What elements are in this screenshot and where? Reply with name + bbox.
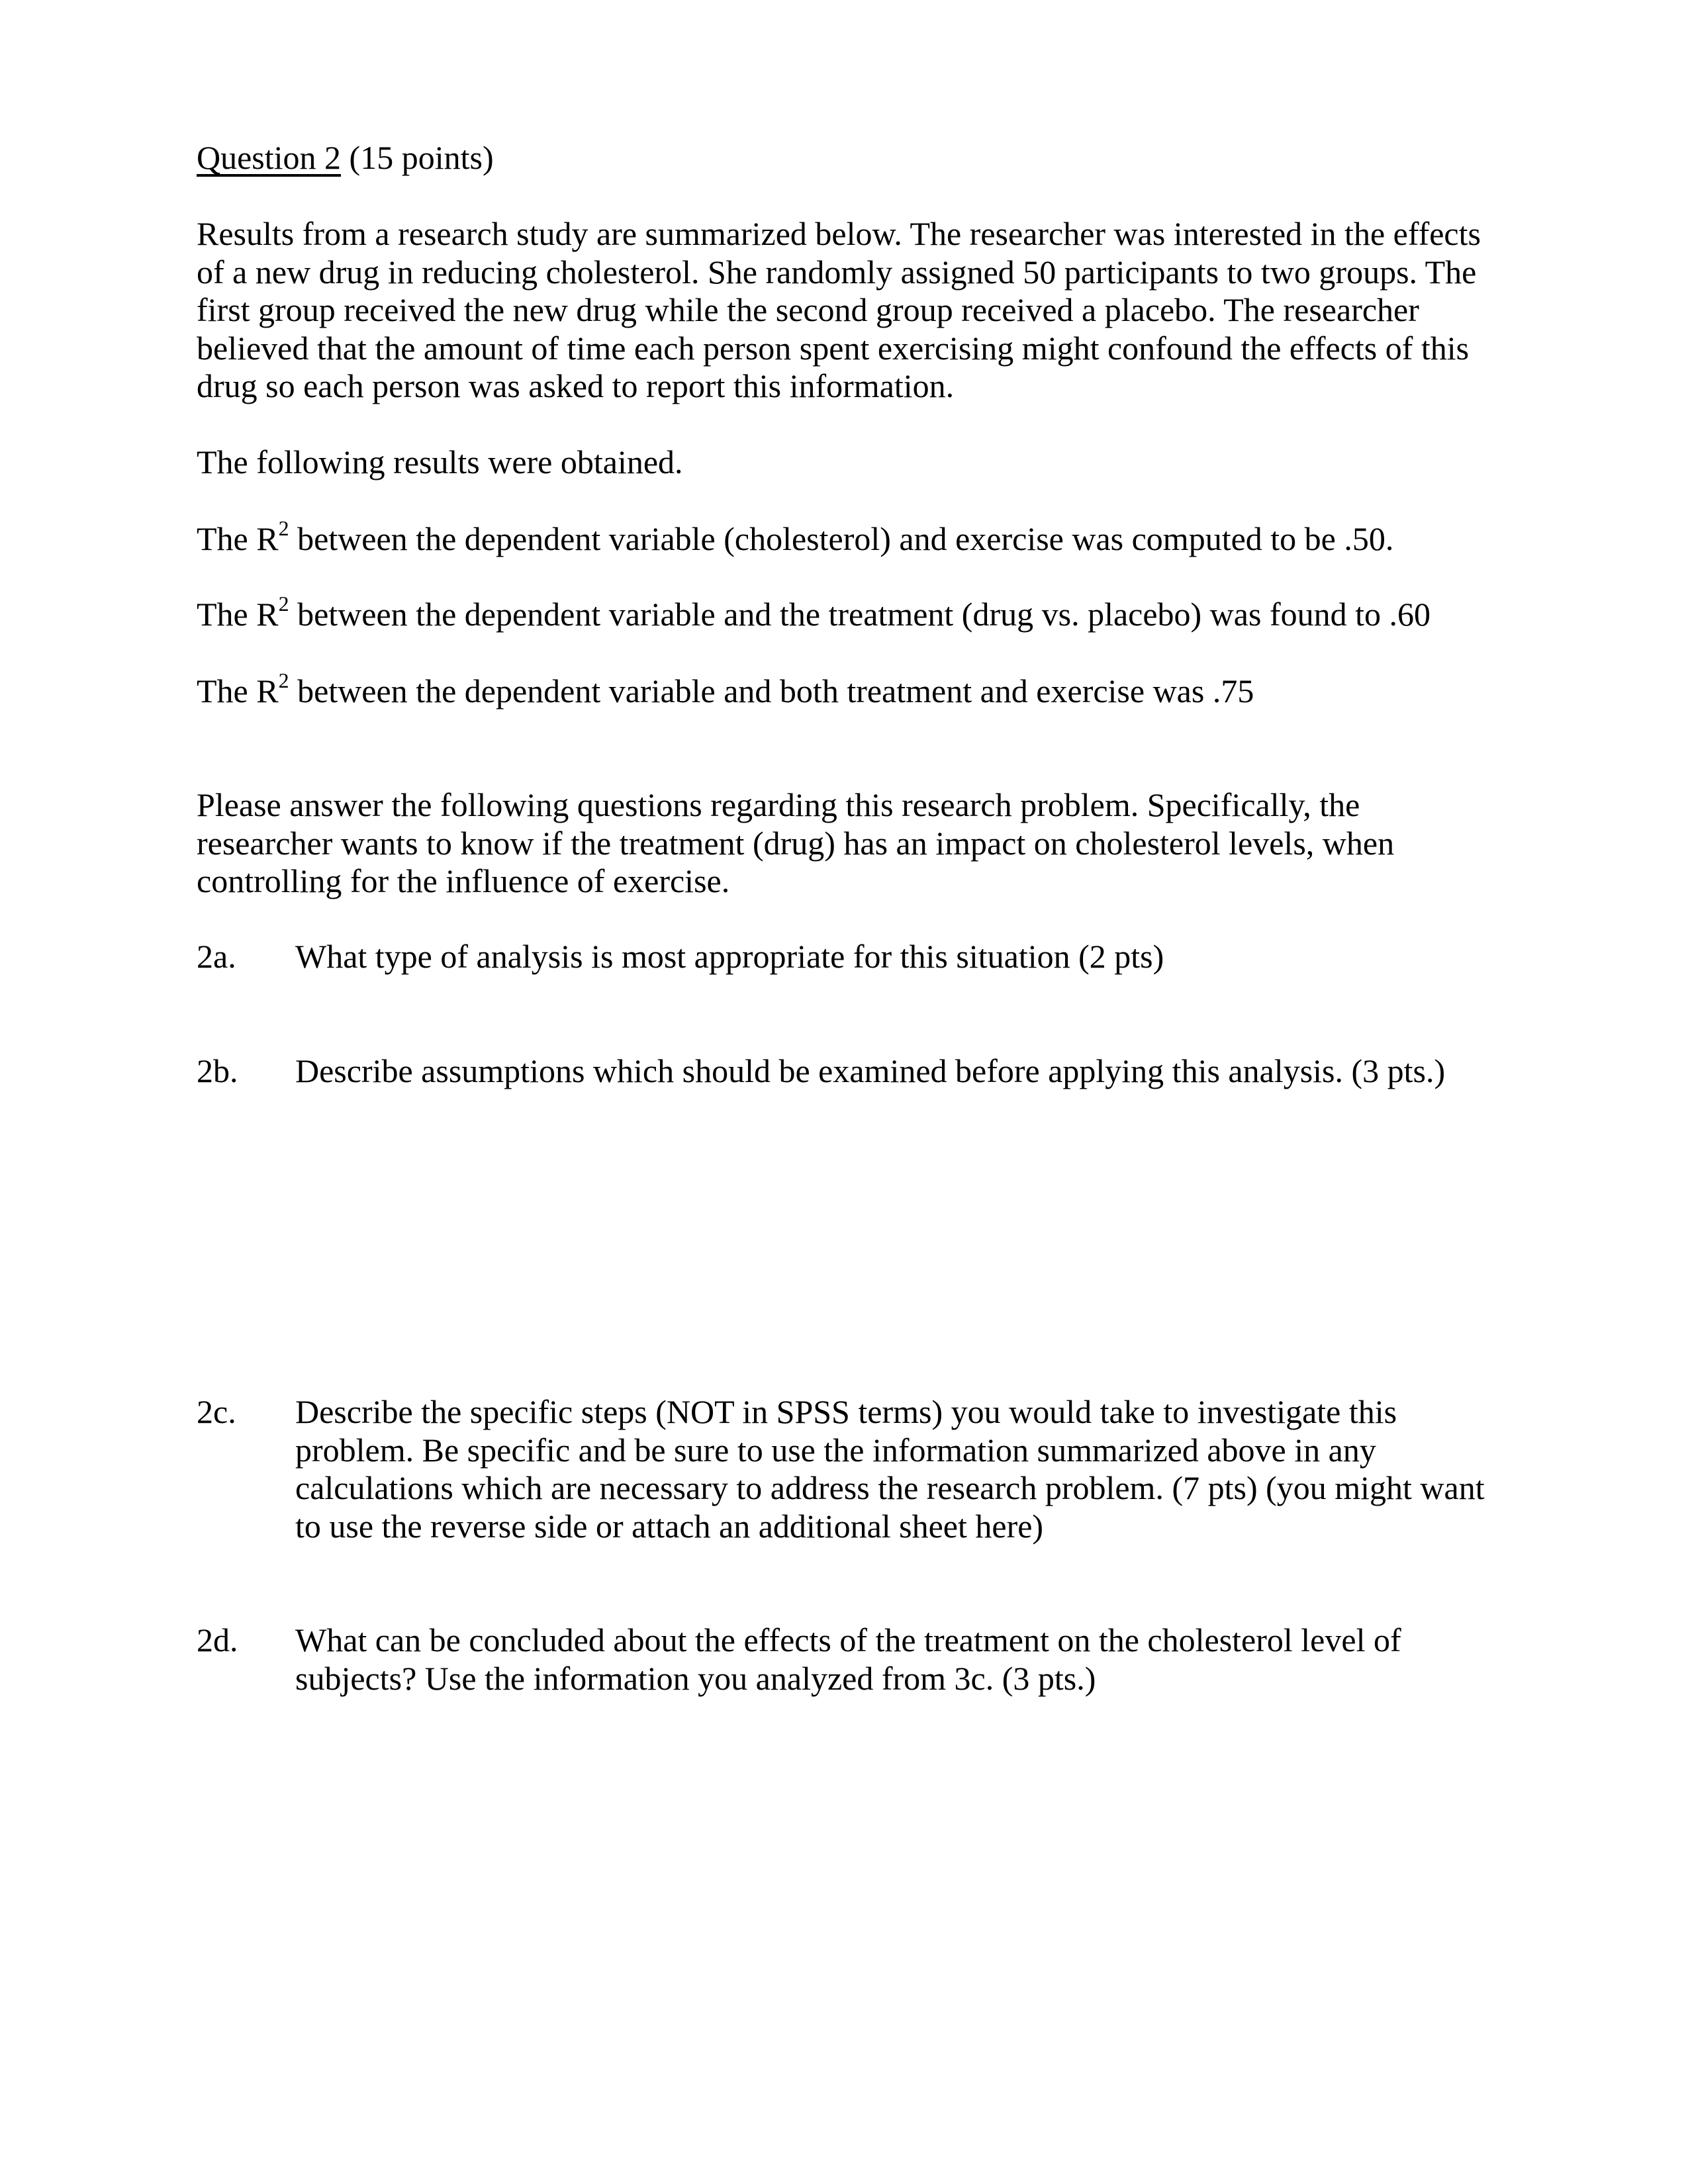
intro-line: believed that the amount of time each person spent exercising might confound the effects of this	[197, 329, 1470, 367]
r2-statement-treatment	[197, 592, 1430, 634]
question-text: What can be concluded about the effects of the treatment on the cholesterol level of	[295, 1621, 1401, 1659]
r2-text: between the dependent variable and both treatment and exercise was .75	[289, 672, 1254, 709]
question-title-underlined: Question 2	[197, 139, 342, 176]
question-text: What type of analysis is most appropriate for this situation (2 pts)	[295, 938, 1164, 975]
r2-superscript: 2	[278, 516, 289, 540]
r2-text: between the dependent variable (cholesterol) and exercise was computed to be .50.	[289, 520, 1394, 557]
r2-prefix: The R	[197, 520, 279, 557]
question-text: to use the reverse side or attach an additional sheet here)	[295, 1507, 1044, 1545]
question-number: 2d.	[197, 1621, 238, 1659]
r2-statement-both	[197, 668, 1254, 711]
question-title	[197, 139, 494, 177]
r2-prefix: The R	[197, 672, 279, 709]
instructions-line: researcher wants to know if the treatment (drug) has an impact on cholesterol levels, when	[197, 824, 1395, 862]
intro-paragraph	[197, 215, 1481, 406]
r2-text: between the dependent variable and the treatment (drug vs. placebo) was found to .60	[289, 596, 1430, 633]
question-number: 2a.	[197, 938, 236, 975]
r2-superscript: 2	[278, 668, 289, 692]
question-points: (15 points)	[341, 139, 494, 176]
r2-statement-exercise	[197, 516, 1394, 559]
question-text: calculations which are necessary to address the research problem. (7 pts) (you might want	[295, 1469, 1485, 1506]
question-number: 2c.	[197, 1393, 236, 1430]
r2-superscript: 2	[278, 592, 289, 615]
intro-line: drug so each person was asked to report this information.	[197, 367, 955, 404]
question-text: subjects? Use the information you analyzed from 3c. (3 pts.)	[295, 1659, 1096, 1697]
question-text: Describe the specific steps (NOT in SPSS terms) you would take to investigate this	[295, 1393, 1397, 1430]
results-intro: The following results were obtained.	[197, 443, 683, 480]
question-text: Describe assumptions which should be examined before applying this analysis. (3 pts.)	[295, 1052, 1446, 1089]
intro-line: of a new drug in reducing cholesterol. She randomly assigned 50 participants to two groups. The	[197, 253, 1477, 291]
question-text: problem. Be specific and be sure to use the information summarized above in any	[295, 1431, 1376, 1469]
r2-prefix: The R	[197, 596, 279, 633]
instructions-line: Please answer the following questions regarding this research problem. Specifically, the	[197, 786, 1360, 823]
instructions-line: controlling for the influence of exercise.	[197, 862, 730, 899]
intro-line: Results from a research study are summarized below. The researcher was interested in the effects	[197, 215, 1481, 252]
intro-line: first group received the new drug while the second group received a placebo. The researcher	[197, 291, 1419, 328]
instructions-paragraph	[197, 786, 1394, 901]
question-number: 2b.	[197, 1052, 238, 1089]
